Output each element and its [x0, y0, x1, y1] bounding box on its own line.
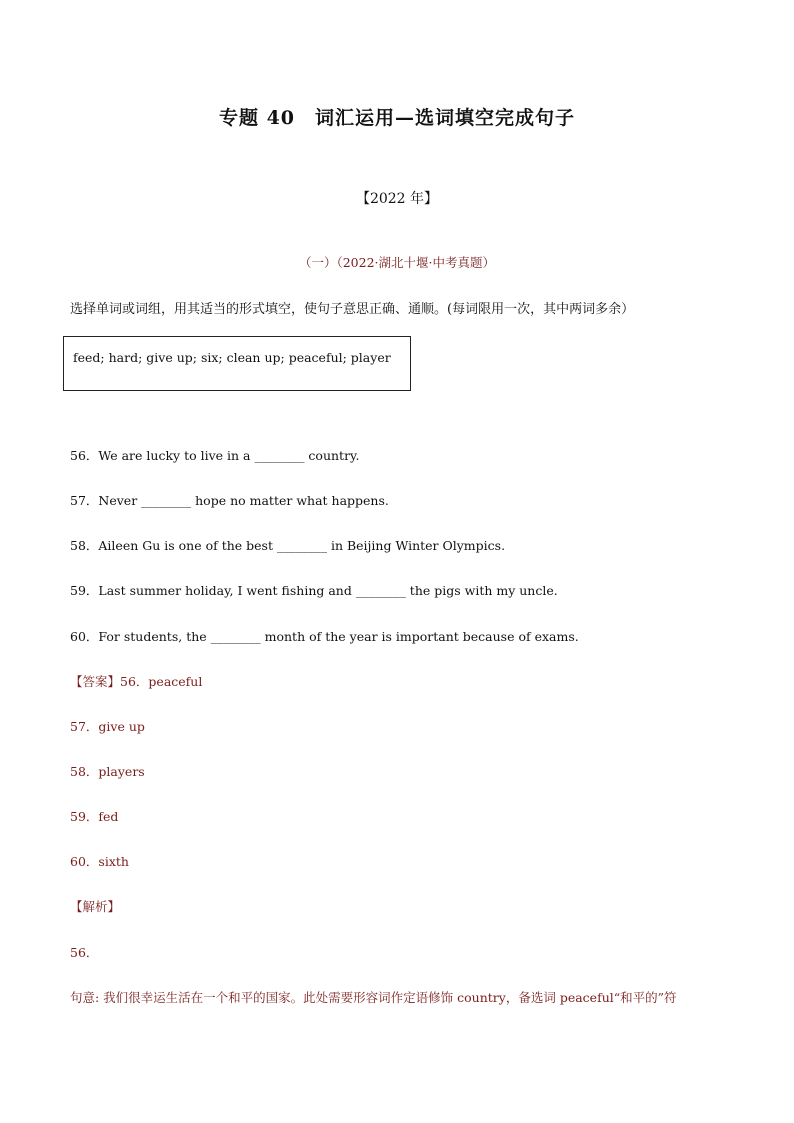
page-title: 专题 40 词汇运用—选词填空完成句子 — [218, 107, 576, 129]
answer-60: 60．sixth — [70, 854, 129, 869]
question-59: 59．Last summer holiday, I went fishing and ________ the pigs with my uncle. — [70, 583, 558, 598]
question-58: 58．Aileen Gu is one of the best ________ in Beijing Winter Olympics. — [70, 538, 506, 553]
word-bank-text: feed; hard; give up; six; clean up; peaceful; player — [73, 350, 391, 365]
answer-57: 57．give up — [70, 719, 145, 734]
answer-line — [70, 672, 202, 690]
analysis-number: 56． — [70, 945, 99, 960]
question-56: 56．We are lucky to live in a ________ country. — [70, 448, 360, 463]
answer-56: 56．peaceful — [120, 674, 203, 689]
year-heading: 【2022 年】 — [355, 191, 439, 207]
instruction-text: 选择单词或词组，用其适当的形式填空，使句子意思正确、通顺。(每词限用一次，其中两词多余） — [70, 302, 635, 317]
source-line: （一）（2022·湖北十堰·中考真题） — [298, 255, 495, 270]
answer-59: 59．fed — [70, 809, 119, 824]
analysis-text: 句意: 我们很幸运生活在一个和平的国家。此处需要形容词作定语修饰 country，备选词 peaceful“和平的”符 — [70, 990, 677, 1005]
word-bank-box — [63, 336, 411, 391]
question-60: 60．For students, the ________ month of the year is important because of exams. — [70, 629, 579, 644]
question-57: 57．Never ________ hope no matter what happens. — [70, 493, 389, 508]
answer-58: 58．players — [70, 764, 145, 779]
analysis-label: 【解析】 — [70, 899, 121, 914]
answer-label: 【答案】 — [70, 674, 121, 689]
